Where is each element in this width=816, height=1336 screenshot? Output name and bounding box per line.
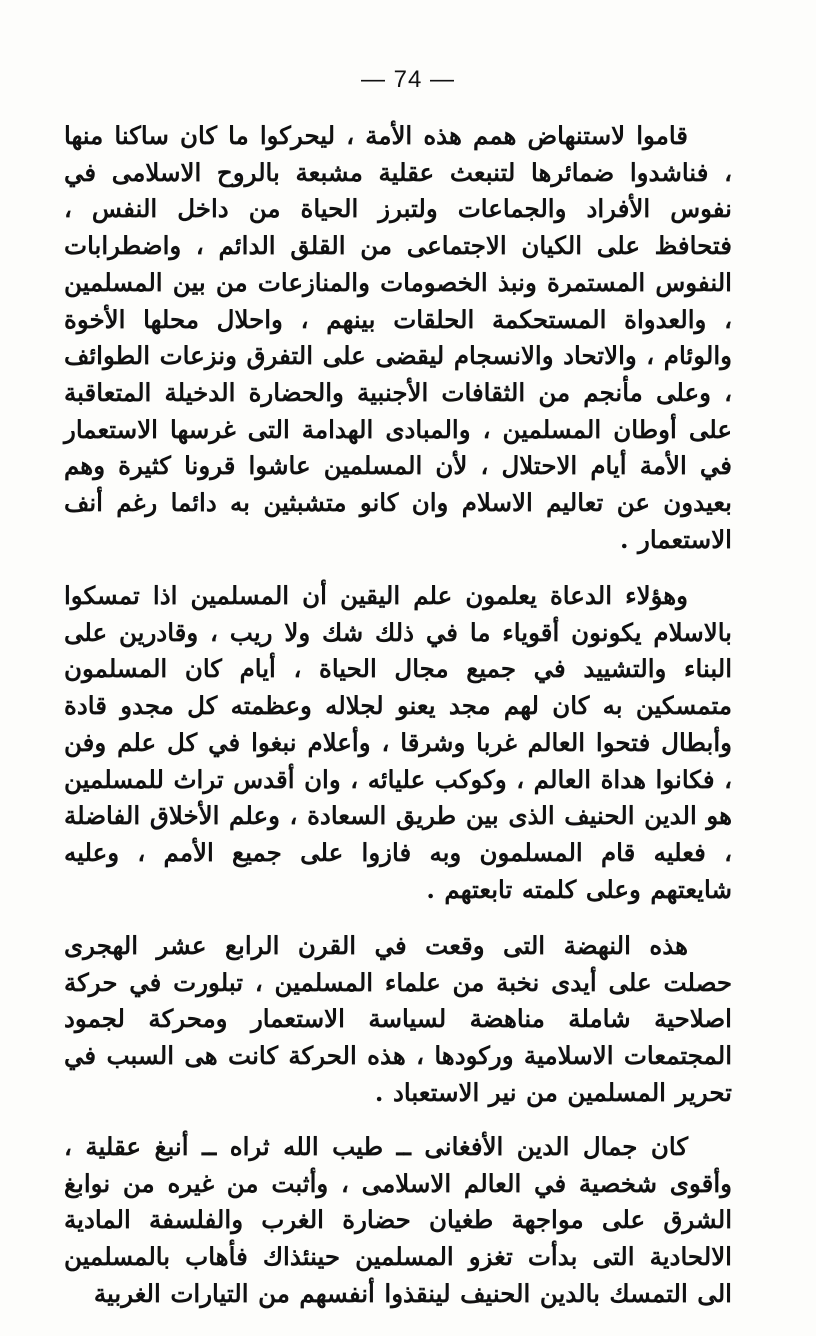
paragraph-1: قاموا لاستنهاض همم هذه الأمة ، ليحركوا ما كان ساكنا منها ، فناشدوا ضمائرها لتنبعث عقلية مشبعة بالروح الاسلامى في نفوس الأفراد والجماعات ولتبرز الحياة من داخل النفس ، فتحافظ على الكيان الاجتماعى من القلق الدائم ، واضطرابات النفوس المستمرة ونبذ الخصومات والمنازعات من بين المسلمين ، والعدواة المستحكمة الحلقات بينهم ، واحلال محلها الأخوة والوئام ، والاتحاد والانسجام ليقضى على التفرق ونزعات الطوائف ، وعلى مأنجم من الثقافات الأجنبية والحضارة الدخيلة المتعاقبة على أوطان المسلمين ، والمبادى الهدامة التى غرسها الاستعمار في الأمة أيام الاحتلال ، لأن المسلمين عاشوا قرونا كثيرة وهم بعيدون عن تعاليم الاسلام وان كانو متشبثين به دائما رغم أنف الاستعمار . xyxy=(64,121,732,554)
paragraph-3: هذه النهضة التى وقعت في القرن الرابع عشر الهجرى حصلت على أيدى نخبة من علماء المسلمين ، تبلورت في حركة اصلاحية شاملة مناهضة لسياسة الاستعمار ومحركة لجمود المجتمعات الاسلامية وركودها ، هذه الحركة كانت هى السبب في تحرير المسلمين من نير الاستعباد . xyxy=(64,931,732,1107)
page-number: — 74 — xyxy=(360,66,456,93)
paragraph-2: وهؤلاء الدعاة يعلمون علم اليقين أن المسلمين اذا تمسكوا بالاسلام يكونون أقوياء ما في ذلك شك ولا ريب ، وقادرين على البناء والتشييد في جميع مجال الحياة ، أيام كان المسلمون متمسكين به كان لهم مجد يعنو لجلاله وعظمته كل مجدو قادة وأبطال فتحوا العالم غربا وشرقا ، وأعلام نبغوا في كل علم وفن ، فكانوا هداة العالم ، وكوكب عليائه ، وان أقدس تراث للمسلمين هو الدين الحنيف الذى بين طريق السعادة ، وعلم الأخلاق الفاضلة ، فعليه قام المسلمون وبه فازوا على جميع الأمم ، وعليه شايعتهم وعلى كلمته تابعتهم . xyxy=(64,581,732,904)
paragraph-4: كان جمال الدين الأفغانى ــ طيب الله ثراه ــ أنبغ عقلية ، وأقوى شخصية في العالم الاسلامى ، وأثبت من غيره من نوابغ الشرق على مواجهة طغيان حضارة الغرب والفلسفة المادية الالحادية التى بدأت تغزو المسلمين حينئذاك فأهاب بالمسلمين الى التمسك بالدين الحنيف لينقذوا أنفسهم من التيارات الغربية xyxy=(64,1132,732,1308)
page-text xyxy=(64,118,732,1313)
